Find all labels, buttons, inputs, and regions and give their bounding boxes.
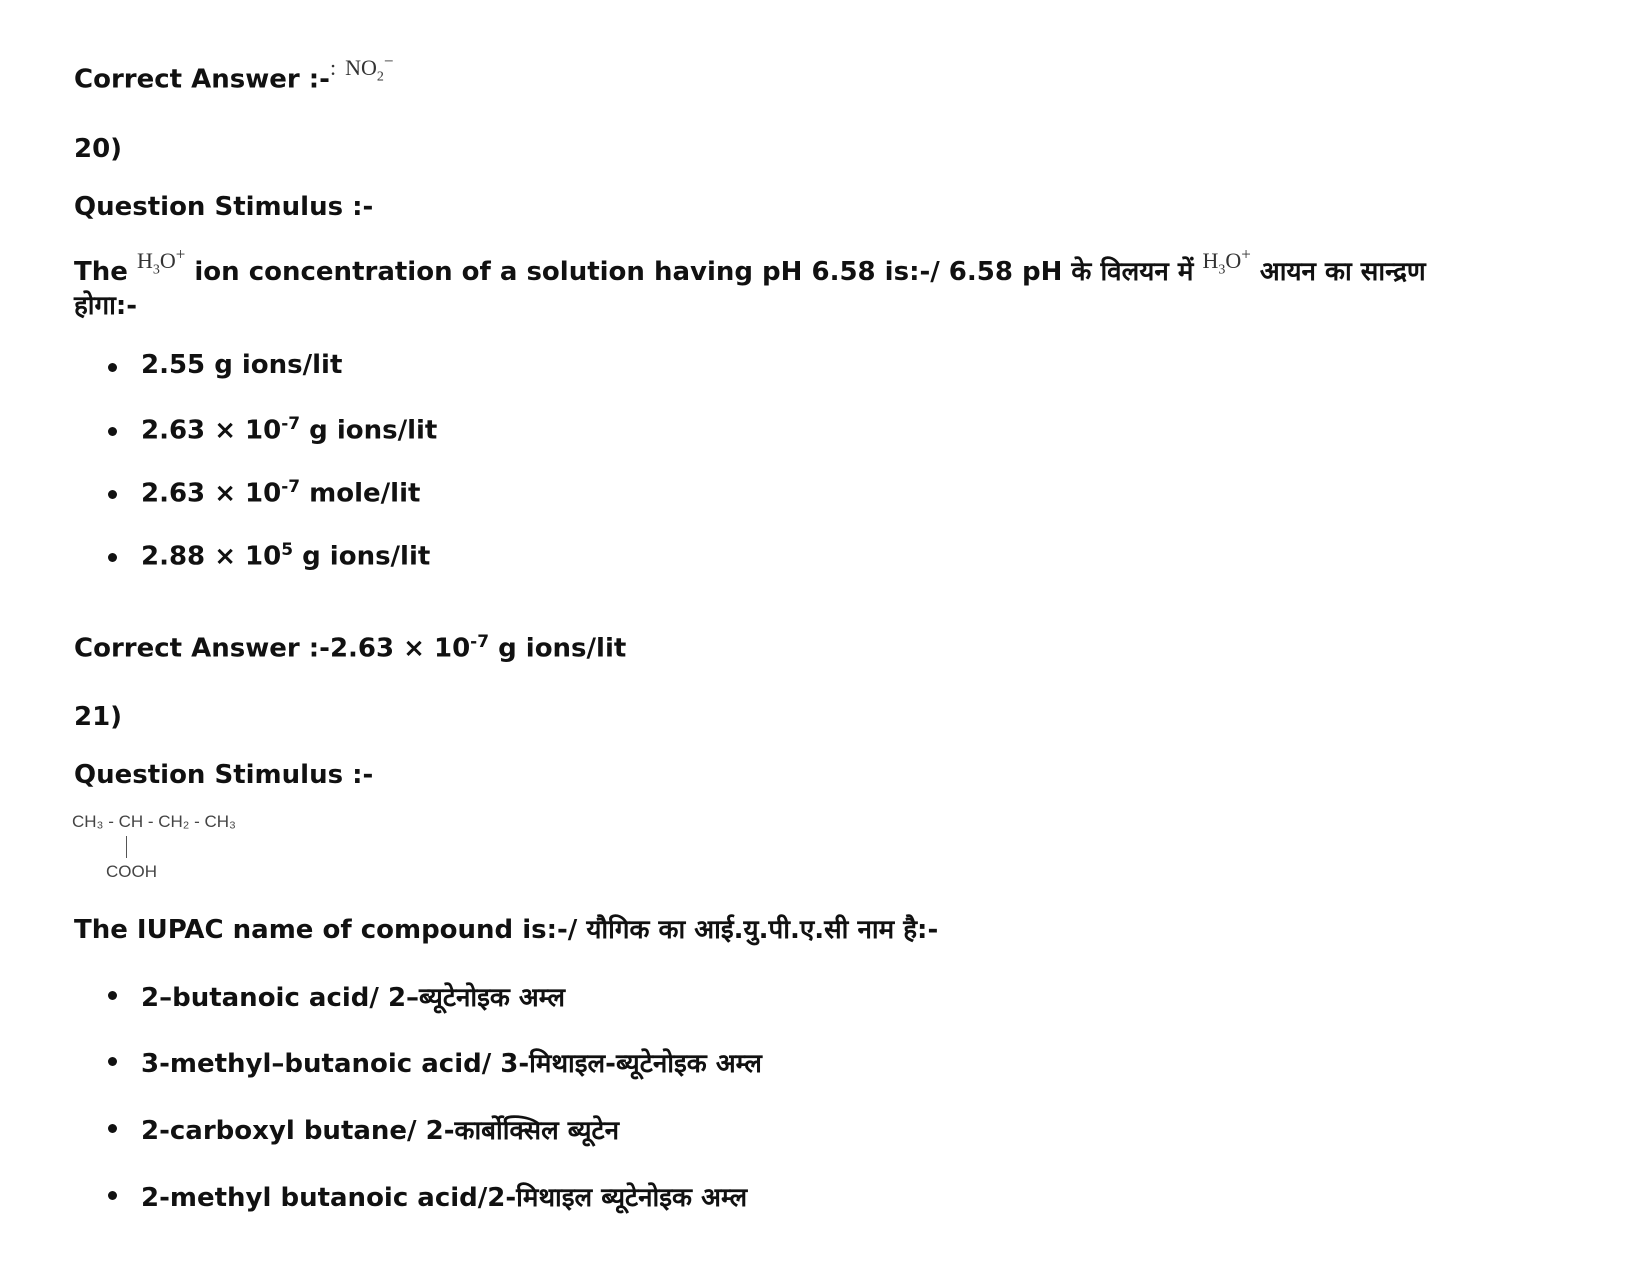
q21-stimulus-label: Question Stimulus :- (74, 760, 374, 790)
q20-correct-answer: Correct Answer :-2.63 × $10^{-7}$ g ions/lit (74, 632, 627, 664)
bullet-icon (108, 363, 117, 372)
q20-stimulus-label: Question Stimulus :- (74, 192, 374, 222)
bullet-icon (108, 1057, 117, 1066)
q20-number: 20) (74, 134, 123, 164)
option-text: 2–butanoic acid/ 2–ब्यूटेनोइक अम्ल (141, 983, 565, 1013)
hydronium-formula-2: H3O+ (1202, 244, 1251, 278)
structure-cooh: COOH (106, 862, 157, 881)
option-text: 2-carboxyl butane/ 2-कार्बोक्सिल ब्यूटेन (141, 1116, 620, 1146)
structure-image (72, 812, 252, 886)
q20-stem (74, 244, 1426, 290)
structure-chain: CH₃ - CH - CH₂ - CH₃ (72, 812, 236, 831)
option-text: $2.63 \times 10^{-7}$ g ions/lit (141, 414, 438, 446)
correct-answer-label: Correct Answer :- (74, 64, 330, 95)
nitrite-formula: NO2− (345, 52, 394, 85)
hydronium-formula: H3O+ (136, 244, 186, 278)
stem-part1: The (74, 257, 128, 287)
q21-number: 21) (74, 702, 123, 732)
stem-part3: आयन का सान्द्रण (1259, 257, 1426, 287)
option-text: 2-methyl butanoic acid/2-मिथाइल ब्यूटेनोइक अम्ल (141, 1183, 748, 1213)
bullet-icon (108, 1124, 117, 1133)
option-text: 2.55 g ions/lit (141, 350, 343, 380)
bullet-icon (108, 490, 117, 499)
bond-line (126, 836, 127, 858)
bullet-icon (108, 553, 117, 562)
bullet-icon (108, 991, 117, 1000)
q19-correct-answer (74, 52, 394, 98)
formula-prefix: : (329, 55, 337, 81)
q21-stem: The IUPAC name of compound is:-/ यौगिक का आई.यु.पी.ए.सी नाम है:- (74, 915, 939, 945)
option-text: $2.88 \times 10^5$ g ions/lit (141, 540, 431, 572)
q20-stem-line2: होगा:- (74, 291, 138, 321)
stem-part2: ion concentration of a solution having pH 6.58 is:-/ 6.58 pH के विलयन में (194, 257, 1194, 287)
option-text: $2.63 \times 10^{-7}$ mole/lit (141, 477, 421, 509)
option-text: 3-methyl–butanoic acid/ 3-मिथाइल-ब्यूटेनोइक अम्ल (141, 1049, 762, 1079)
bullet-icon (108, 427, 117, 436)
bullet-icon (108, 1191, 117, 1200)
